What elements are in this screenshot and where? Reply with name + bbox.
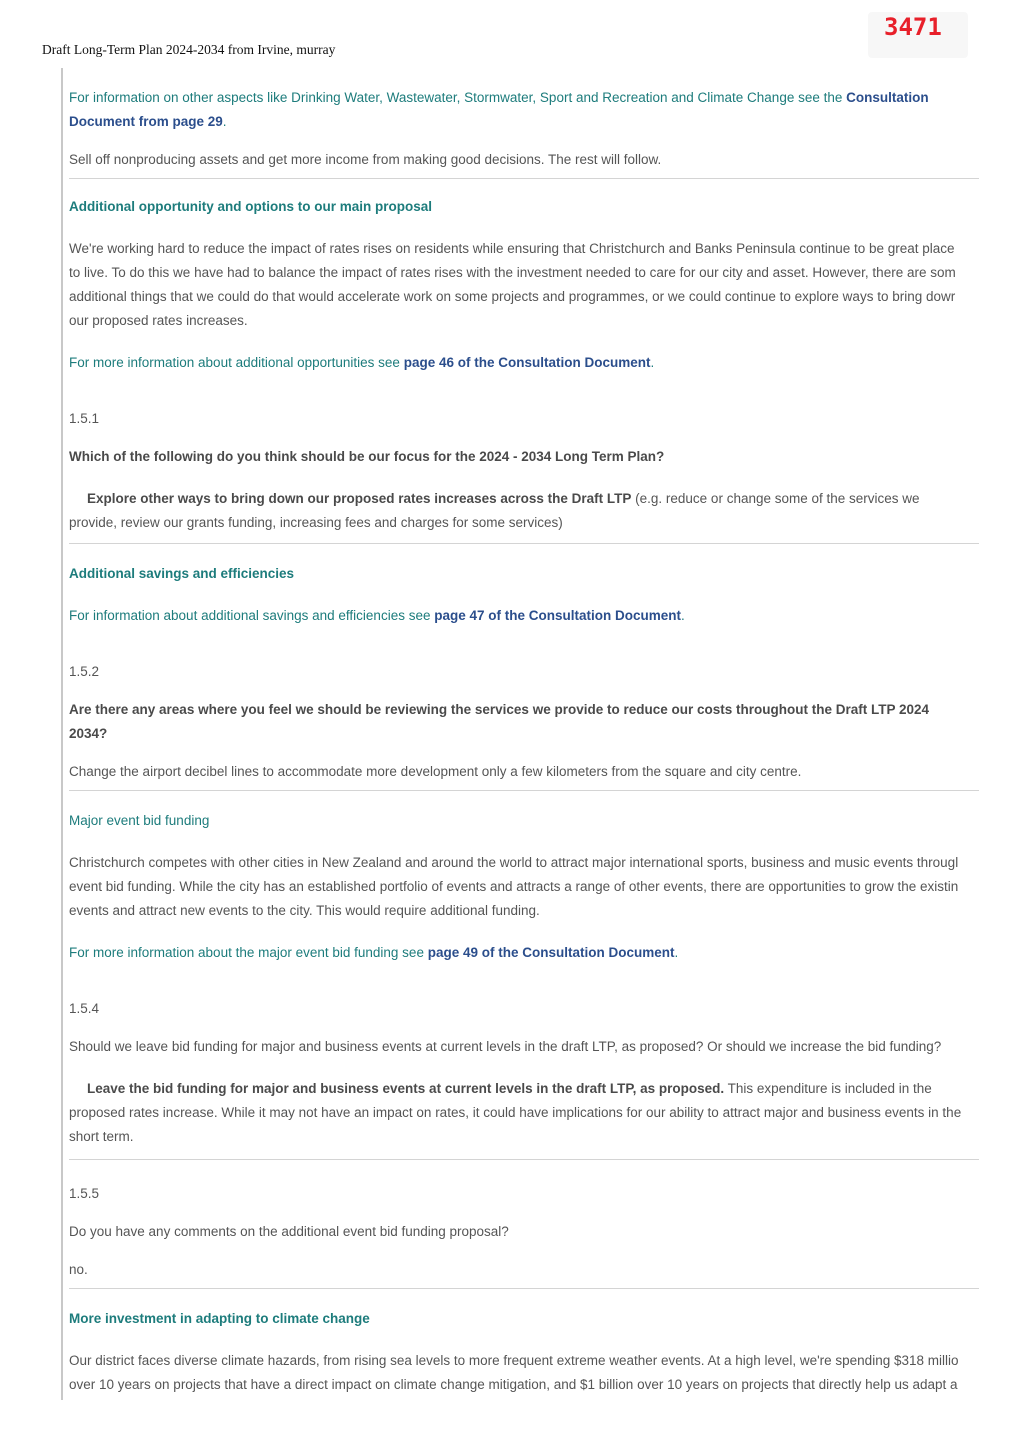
answer-1-5-4: Leave the bid funding for major and business events at current levels in the draft LTP, as proposed. This expenditure is included in the (87, 1081, 932, 1096)
major-event-heading: Major event bid funding (69, 813, 210, 828)
question-1-5-2-line2: 2034? (69, 726, 108, 741)
question-number: 1.5.5 (69, 1186, 100, 1201)
question-1-5-2: Are there any areas where you feel we should be reviewing the services we provide to reduce our costs throughout the Draft LTP 2024 (69, 702, 929, 717)
intro-info: For information on other aspects like Drinking Water, Wastewater, Stormwater, Sport and Recreation and Climate Change see the Consultation Document from page 29. (69, 90, 929, 129)
major-event-line: events and attract new events to the city. This would require additional funding. (69, 903, 540, 918)
question-1-5-4: Should we leave bid funding for major and business events at current levels in the draft LTP, as proposed? Or should we increase the bid funding? (69, 1039, 942, 1054)
climate-line: over 10 years on projects that have a direct impact on climate change mitigation, and $1 billion over 10 years on projects that directly help us adapt a (69, 1377, 958, 1392)
savings-info: For information about additional savings and efficiencies see page 47 of the Consultation Document. (69, 608, 685, 623)
climate-line: Our district faces diverse climate hazards, from rising sea levels to more frequent extreme weather events. At a high level, we're spending $318 millio (69, 1353, 959, 1368)
additional-opportunity-line: We're working hard to reduce the impact of rates rises on residents while ensuring that Christchurch and Banks Peninsula continue to be great place (69, 241, 955, 256)
question-1-5-5: Do you have any comments on the additional event bid funding proposal? (69, 1224, 509, 1239)
additional-opportunity-info: For more information about additional opportunities see page 46 of the Consultation Document. (69, 355, 655, 370)
answer-1-5-4-line3: short term. (69, 1129, 134, 1144)
additional-opportunity-line: our proposed rates increases. (69, 313, 248, 328)
major-event-line: Christchurch competes with other cities in New Zealand and around the world to attract major international sports, business and music events througl (69, 855, 959, 870)
question-1-5-1: Which of the following do you think should be our focus for the 2024 - 2034 Long Term Plan? (69, 449, 665, 464)
answer-1-5-1-line2: provide, review our grants funding, increasing fees and charges for some services) (69, 515, 563, 530)
page-stamp-number: 3471 (868, 12, 968, 58)
question-number: 1.5.1 (69, 411, 100, 426)
page-47-link[interactable]: page 47 of the Consultation Document (434, 608, 681, 623)
document-header-title: Draft Long-Term Plan 2024-2034 from Irvine, murray (42, 42, 336, 57)
additional-opportunity-heading: Additional opportunity and options to our main proposal (69, 199, 432, 214)
page-49-link[interactable]: page 49 of the Consultation Document (427, 945, 675, 960)
intro-consultation-link[interactable]: Consultation Document from page 29 (69, 90, 929, 129)
question-number: 1.5.4 (69, 1001, 100, 1016)
major-event-line: event bid funding. While the city has an established portfolio of events and attracts a range of other events, there are opportunities to grow the existin (69, 879, 959, 894)
question-number: 1.5.2 (69, 664, 100, 679)
page-46-link[interactable]: page 46 of the Consultation Document (403, 355, 651, 370)
submission-content (69, 86, 979, 1397)
additional-opportunity-line: additional things that we could do that would accelerate work on some projects and programmes, or we could continue to explore ways to bring dowr (69, 289, 956, 304)
answer-1-5-4-line2: proposed rates increase. While it may not have an impact on rates, it could have implications for our ability to attract major and business events in the (69, 1105, 962, 1120)
intro-answer: Sell off nonproducing assets and get more income from making good decisions. The rest will follow. (69, 152, 662, 167)
climate-heading: More investment in adapting to climate change (69, 1311, 370, 1326)
savings-heading: Additional savings and efficiencies (69, 566, 295, 581)
left-vertical-rule (61, 68, 63, 1400)
answer-1-5-1: Explore other ways to bring down our proposed rates increases across the Draft LTP (e.g. reduce or change some of the services we (87, 491, 920, 506)
answer-1-5-5: no. (69, 1262, 88, 1277)
major-event-info: For more information about the major event bid funding see page 49 of the Consultation Document. (69, 945, 679, 960)
answer-1-5-2: Change the airport decibel lines to accommodate more development only a few kilometers from the square and city centre. (69, 764, 802, 779)
additional-opportunity-line: to live. To do this we have had to balance the impact of rates rises with the investment needed to care for our city and asset. However, there are som (69, 265, 956, 280)
